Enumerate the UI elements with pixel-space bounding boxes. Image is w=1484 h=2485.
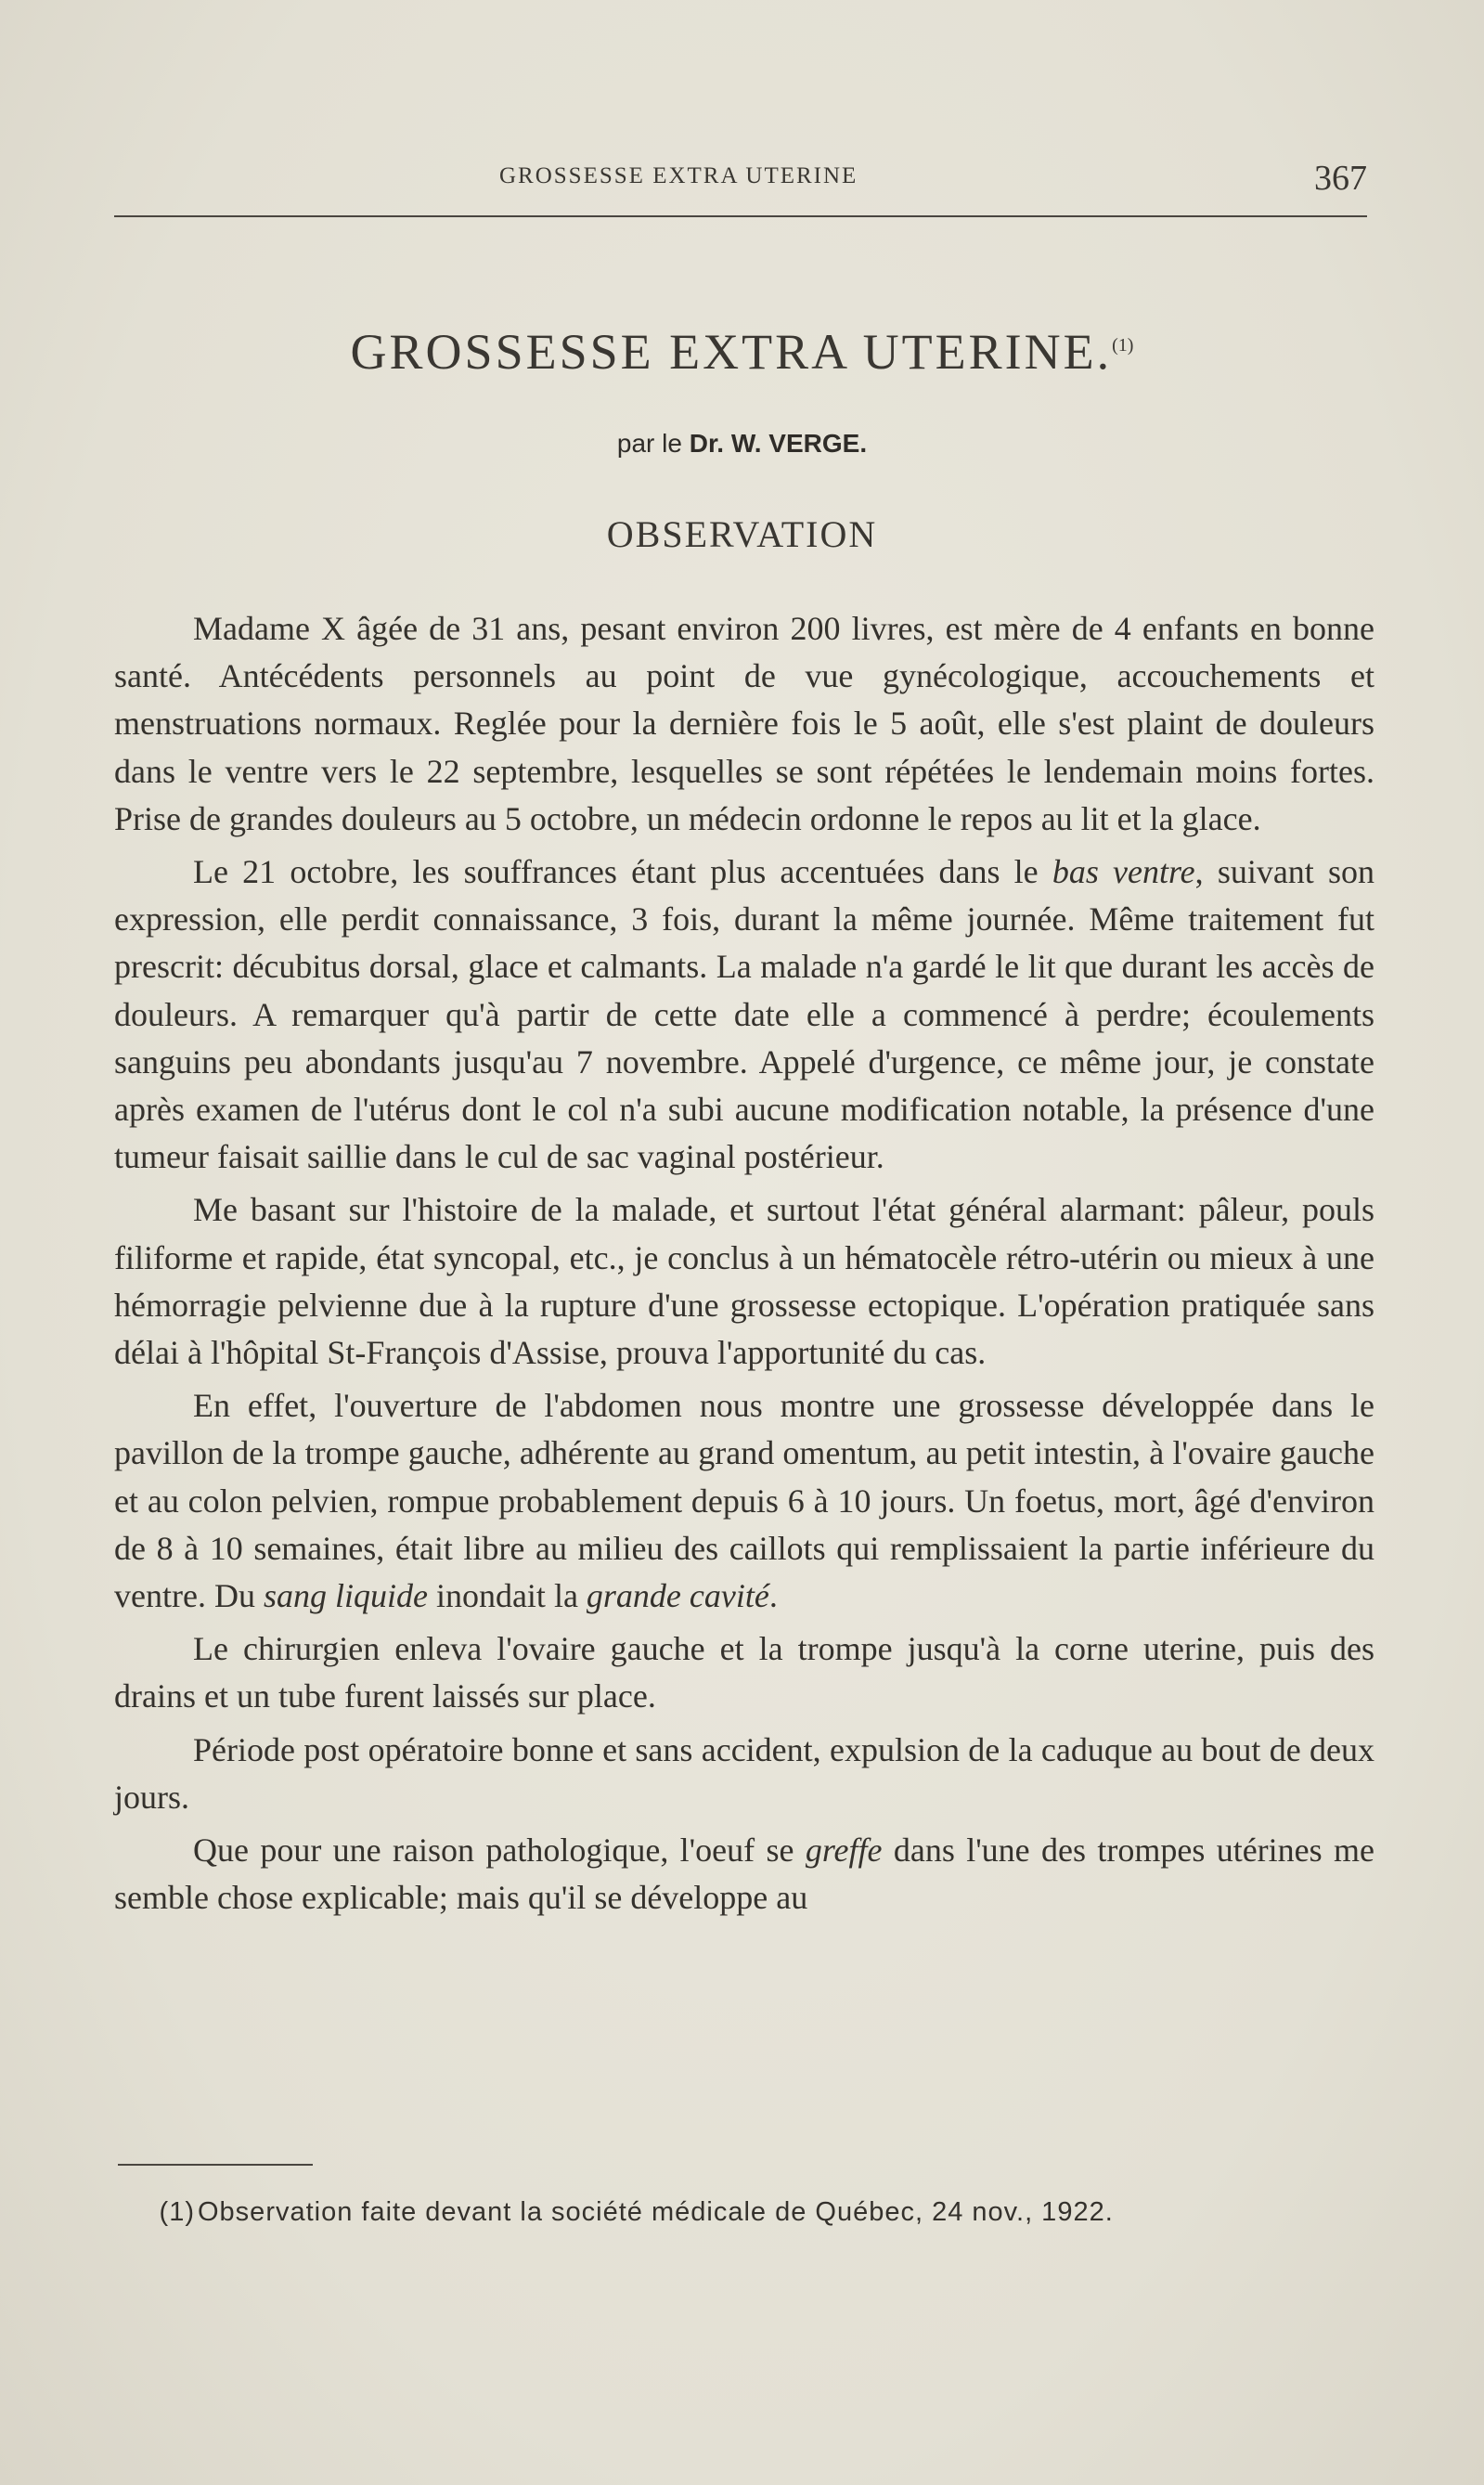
text-run: dans l'une des trompes utérines me semble chose explicable; mais qu'il se développe au — [114, 1831, 1374, 1917]
paragraph — [114, 1186, 1374, 1377]
byline-author: Dr. W. VERGE. — [689, 429, 868, 458]
footnote-mark: (1) — [159, 2197, 195, 2227]
text-run: Me basant sur l'histoire de la malade, et surtout l'état général alarmant: pâleur, pouls filiforme et rapide, état syncopal, etc., je conclus à un hématocèle rétro-utérin ou mieux à une hémorragie pelvienne due à la rupture d'une grossesse ectopique. L'opération pratiquée sans délai à l'hôpital St-François d'Assise, prouva l'apportunité du cas. — [114, 1191, 1374, 1372]
text-run: Le chirurgien enleva l'ovaire gauche et la trompe jusqu'à la corne uterine, puis des drains et un tube furent laissés sur place. — [114, 1630, 1374, 1715]
text-run: , suivant son expression, elle perdit connaissance, 3 fois, durant la même journée. Même traitement fut prescrit: décubitus dorsal, glace et calmants. La malade n'a gardé le lit que durant les accès de douleurs. A remarquer qu'à partir de cette date elle a commencé à perdre; écoulements sanguins peu abondants jusqu'au 7 novembre. Appelé d'urgence, ce même jour, je constate après examen de l'utérus dont le col n'a subi aucune modification notable, la présence d'une tumeur faisait saillie dans le cul de sac vaginal postérieur. — [114, 853, 1375, 1176]
footnote-rule — [118, 2164, 313, 2166]
italic-run: sang liquide — [263, 1577, 428, 1615]
footnote — [159, 2197, 1376, 2228]
text-run: Que pour une raison pathologique, l'oeuf se — [193, 1831, 806, 1870]
paragraph — [114, 1827, 1374, 1922]
text-run: Le 21 octobre, les souffrances étant plus accentuées dans le — [193, 853, 1052, 891]
byline — [0, 429, 1484, 459]
byline-prefix: par le — [616, 429, 690, 458]
footnote-text: Observation faite devant la société médicale de Québec, 24 nov., 1922. — [198, 2197, 1114, 2227]
paragraph — [114, 1382, 1374, 1620]
section-heading: OBSERVATION — [606, 513, 878, 555]
article-title — [0, 323, 1484, 381]
page-number: 367 — [1314, 159, 1367, 198]
running-head-title: GROSSESSE EXTRA UTERINE — [499, 163, 858, 188]
body-text — [114, 605, 1374, 1927]
article-title-text: GROSSESSE EXTRA UTERINE. — [350, 324, 1113, 380]
italic-run: greffe — [805, 1831, 883, 1870]
text-run: En effet, l'ouverture de l'abdomen nous montre une grossesse développée dans le pavillon de la trompe gauche, adhérente au grand omentum, au petit intestin, à l'ovaire gauche et au colon pelvien, rompue probablement depuis 6 à 10 jours. Un foetus, mort, âgé d'environ de 8 à 10 semaines, était libre au milieu des caillots qui remplissaient la partie inférieure du ventre. Du — [114, 1387, 1374, 1615]
text-run: Madame X âgée de 31 ans, pesant environ 200 livres, est mère de 4 enfants en bonne santé. Antécédents personnels au point de vue gynécologique, accouchements et menstruations normaux. Reglée pour la dernière fois le 5 août, elle s'est plaint de douleurs dans le ventre vers le 22 septembre, lesquelles se sont répétées le lendemain moins fortes. Prise de grandes douleurs au 5 octobre, un médecin ordonne le repos au lit et la glace. — [114, 610, 1374, 837]
paragraph — [114, 1625, 1374, 1720]
title-footnote-mark: (1) — [1112, 335, 1134, 356]
text-run: inondait la — [427, 1577, 587, 1615]
paragraph — [114, 605, 1374, 843]
italic-run: bas ventre — [1052, 853, 1195, 891]
paragraph — [114, 1727, 1374, 1821]
text-run: Période post opératoire bonne et sans accident, expulsion de la caduque au bout de deux jours. — [114, 1730, 1374, 1816]
italic-run: grande cavité — [586, 1577, 769, 1615]
header-rule — [114, 215, 1367, 217]
running-head — [114, 158, 1367, 204]
text-run: . — [768, 1577, 778, 1615]
paragraph — [114, 848, 1374, 1181]
